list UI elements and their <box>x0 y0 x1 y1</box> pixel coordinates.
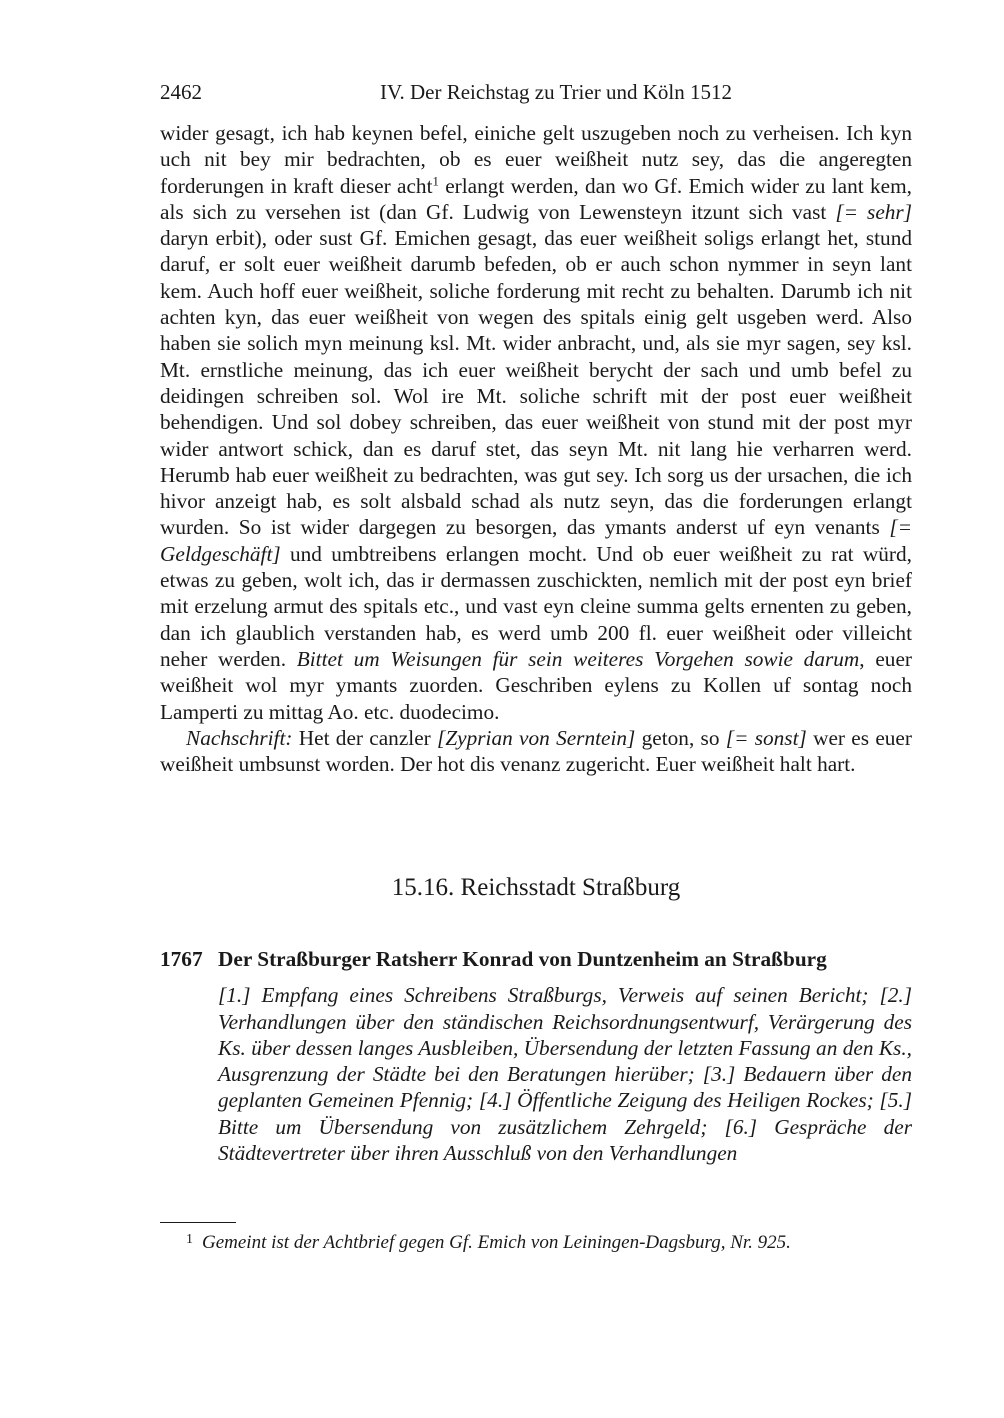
text-span: und umbtreibens erlangen mocht. Und ob euer weißheit zu rat würd, etwas zu geben, wolt ich, das ir dermassen zuschickten, nemlich mit der post eyn brief mit erzelung armut des spitals etc., und vast eyn cleine summa gelts ernenten zu geben, dan ich glaublich verstanden hab, es werd umb 200 fl. euer weißheit oder villeicht neher werden. <box>160 541 912 671</box>
text-span: , euer weißheit wol myr ymants zuorden. Geschriben eylens zu Kollen uf sontag noch Lamperti zu mittag Ao. etc. duodecimo. <box>160 646 912 724</box>
entry-summary: [1.] Empfang eines Schreibens Straßburgs, Verweis auf seinen Bericht; [2.] Verhandlungen über den ständischen Reichsordnungsentwurf, Verärgerung des Ks. über dessen langes Ausbleiben, Übersendung der letzten Fassung an den Ks., Ausgrenzung der Städte bei den Beratungen hierüber; [3.] Bedauern über den geplanten Gemeinen Pfennig; [4.] Öffentliche Zeigung des Heiligen Rockes; [5.] Bitte um Übersendung von zusätzlichem Zehrgeld; [6.] Gespräche der Städtevertreter über ihren Ausschluß von den Verhandlungen <box>218 983 912 1166</box>
editorial-gloss: [= sehr] <box>835 199 912 224</box>
text-span: daryn erbit), oder sust Gf. Emichen gesagt, das euer weißheit soligs erlangt het, stund daruf, er solt euer weißheit darumb befeden, ob er auch schon nymmer in seyn lant kem. Auch hoff euer weißheit, soliche forderung mit recht zu behalten. Darumb ich nit achten kyn, das euer weißheit von wegen des spitals einig gelt usgeben werd. Also haben sie solich myn meinung ksl. Mt. wider anbracht, und, als sie myr sagen, sey ksl. Mt. ernstliche meinung, das ich euer weißheit berycht der sach und umb befel zu deidingen schreiben sol. Wol ire Mt. soliche schrift mit der post euer weißheit behendigen. Und sol dobey schreiben, das euer weißheit von stund mit der post myr wider antwort schick, dan es daruf stet, das seyn Mt. nit lang hie verharren werd. Herumb hab euer weißheit zu bedrachten, was gut sey. Ich sorg us der ursachen, die ich hivor anzeigt hab, es solt alsbald schad als nutz seyn, das die forderungen erlangt wurden. So ist wider dargegen zu besorgen, das ymants anderst uf eyn venants <box>160 226 912 540</box>
running-title: IV. Der Reichstag zu Trier und Köln 1512 <box>380 80 732 104</box>
letter-paragraph <box>160 120 912 725</box>
entry-heading <box>160 946 912 972</box>
footnote-rule <box>160 1222 236 1223</box>
postscript-label: Nachschrift: <box>186 725 293 750</box>
editorial-gloss: [= sonst] <box>725 725 807 750</box>
page-number: 2462 <box>160 80 202 104</box>
footnote-text: Gemeint ist der Achtbrief gegen Gf. Emich von Leiningen-Dagsburg, Nr. 925. <box>202 1232 791 1253</box>
footnote <box>186 1228 912 1255</box>
letter-body <box>160 120 912 777</box>
section-heading: 15.16. Reichsstadt Straßburg <box>391 874 681 901</box>
text-span: Het der canzler <box>292 725 438 750</box>
entry-title: Der Straßburger Ratsherr Konrad von Duntzenheim an Straßburg <box>218 947 827 971</box>
text-span: wider gesagt, ich hab keynen befel, einiche gelt uszugeben noch zu verheisen. Ich kyn uch nit bey mir bedrachten, ob es euer weißheit nutz sey, das die angeregten forderungen in kraft dieser acht <box>160 121 912 198</box>
entry-number: 1767 <box>160 947 203 971</box>
editorial-gloss: [Zyprian von Serntein] <box>437 725 636 750</box>
text-span: erlangt werden, dan wo Gf. Emich wider zu lant kem, als sich zu versehen ist (dan Gf. Ludwig von Lewensteyn itzunt sich vast <box>160 173 912 224</box>
editorial-gloss: [= Geldgeschäft] <box>160 515 912 566</box>
text-span: geton, so <box>635 725 726 750</box>
editorial-summary: Bittet um Weisungen für sein weiteres Vorgehen sowie darum <box>296 646 860 671</box>
running-header <box>160 80 912 108</box>
footnote-marker: 1 <box>186 1232 193 1247</box>
postscript-paragraph <box>160 725 912 778</box>
footnote-reference: 1 <box>432 173 439 188</box>
document-entry <box>160 946 912 1166</box>
text-span: wer es euer weißheit umbsunst worden. Der hot dis venanz zugericht. Euer weißheit halt hart. <box>160 725 912 777</box>
